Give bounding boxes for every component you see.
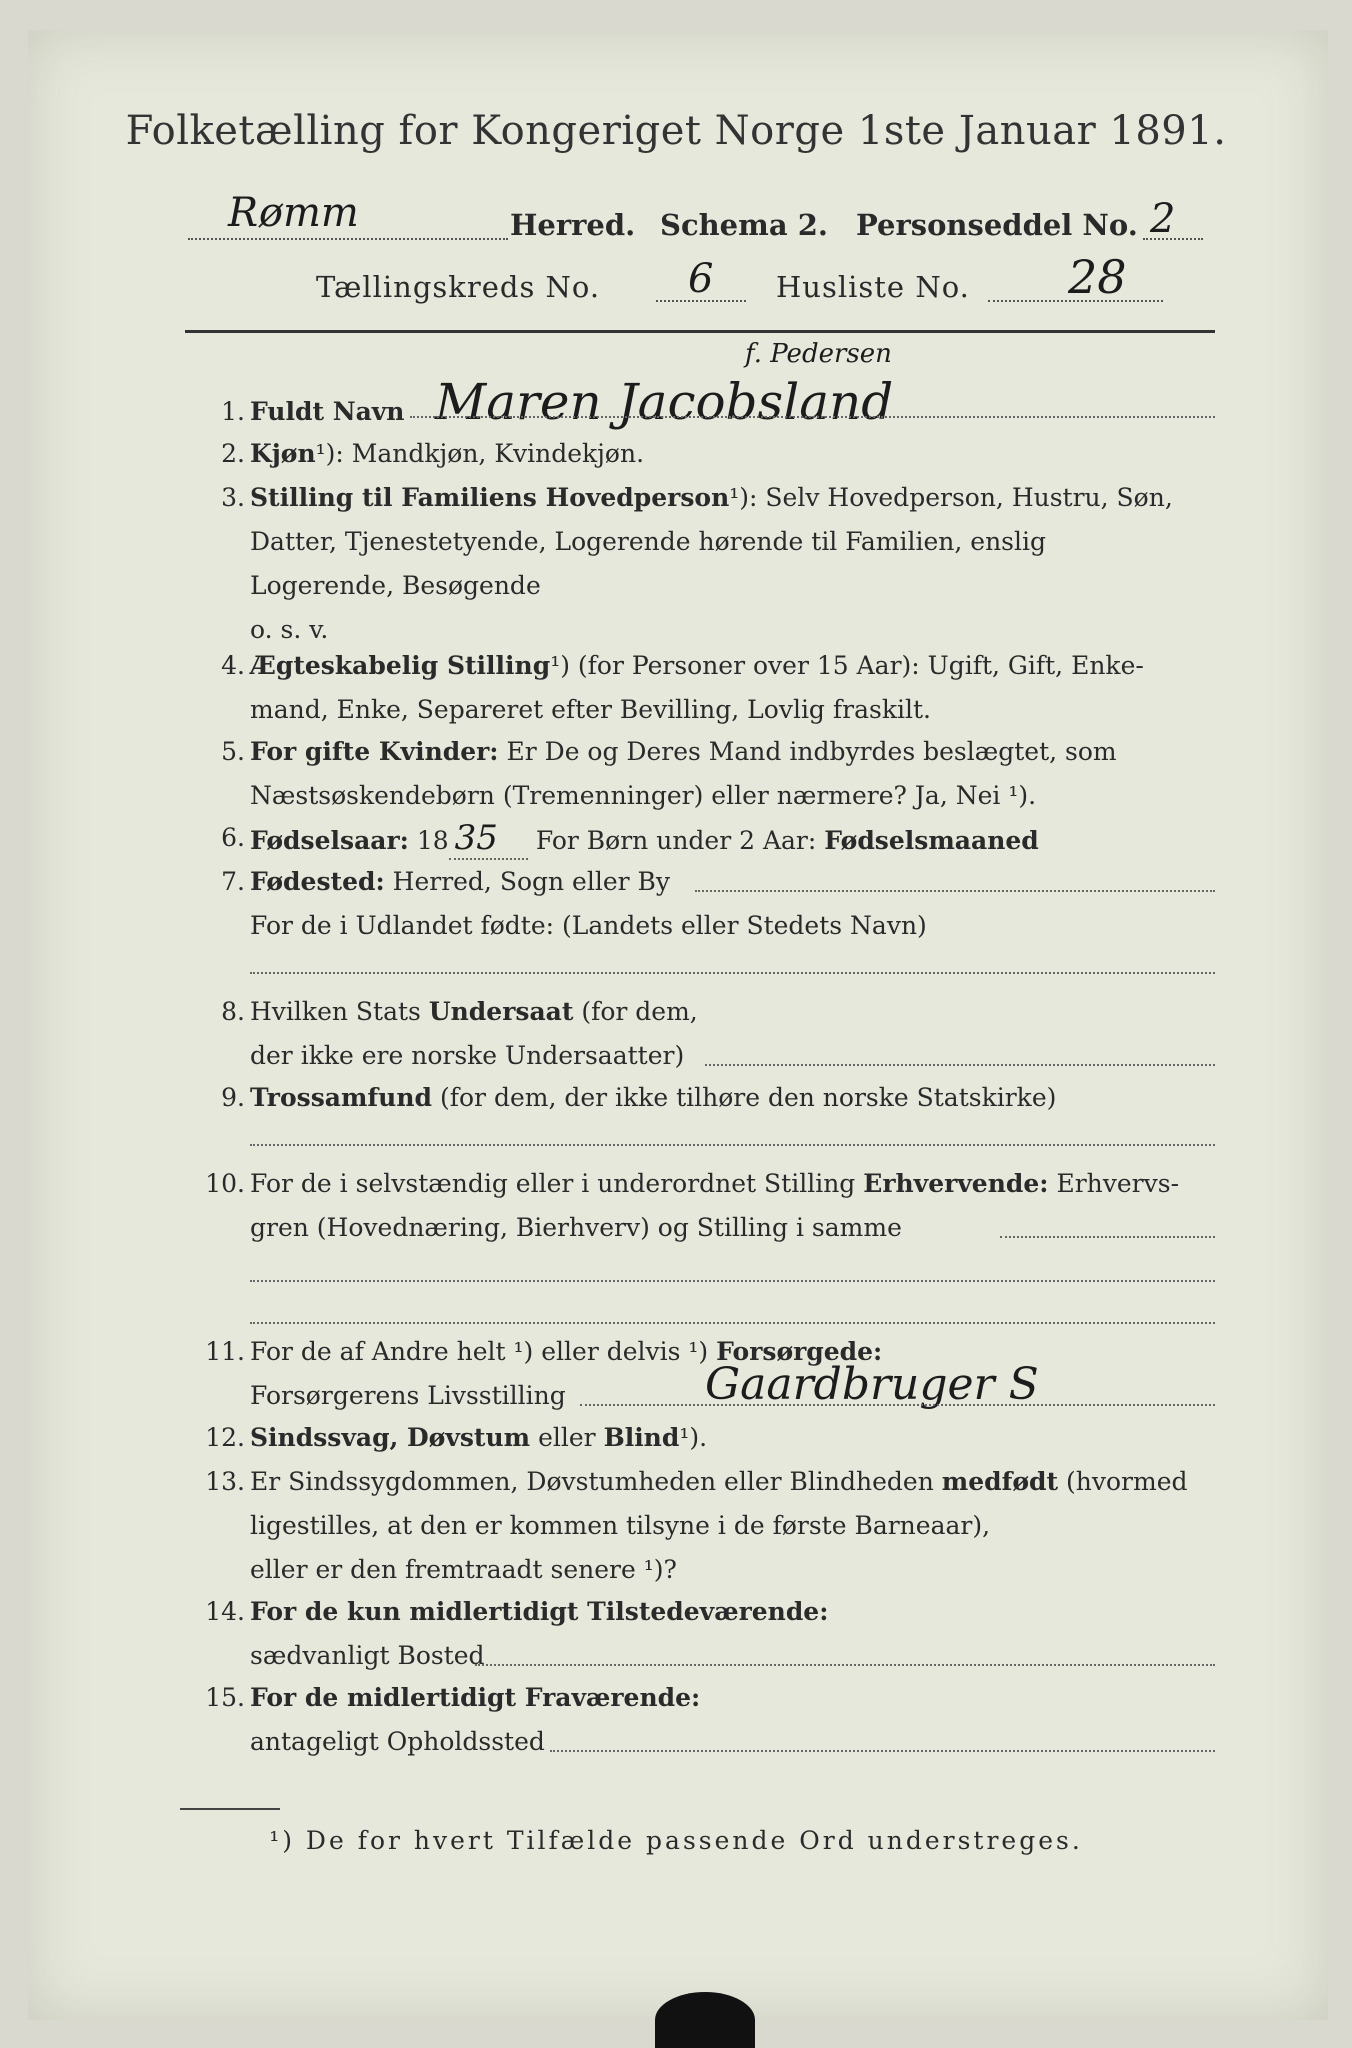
item-label: Fødselsaar: xyxy=(250,826,409,855)
item-label-b: Fødselsmaaned xyxy=(824,826,1039,855)
item-label: Sindssvag, Døvstum xyxy=(250,1423,531,1452)
handwritten-name: Maren Jacobsland xyxy=(435,373,894,431)
schema-label: Schema 2. xyxy=(660,208,828,242)
item-label: Fødested: xyxy=(250,867,385,896)
item-number: 15. xyxy=(205,1683,245,1712)
item-text: For de i selvstændig eller i underordnet Stilling xyxy=(250,1169,856,1198)
item-3 xyxy=(185,476,1215,652)
year-prefix: 18 xyxy=(416,826,449,855)
item-text-b: Erhvervs- xyxy=(1056,1169,1180,1198)
item-4 xyxy=(185,644,1215,732)
header-rule xyxy=(185,330,1215,333)
item-number: 6. xyxy=(221,823,245,852)
item-label: Kjøn xyxy=(250,439,316,468)
item-label: medfødt xyxy=(941,1467,1059,1496)
herred-line xyxy=(188,190,1218,250)
item-number: 12. xyxy=(205,1423,245,1452)
item-number: 13. xyxy=(205,1467,245,1496)
item-number: 14. xyxy=(205,1597,245,1626)
personseddel-no: 2 xyxy=(1150,196,1176,242)
item-number: 4. xyxy=(221,651,245,680)
item-text-line3: eller er den fremtraadt senere ¹)? xyxy=(250,1555,677,1584)
item-number: 5. xyxy=(221,737,245,766)
handwritten-year: 35 xyxy=(449,818,528,860)
item-5 xyxy=(185,730,1215,818)
item-text: Herred, Sogn eller By xyxy=(392,867,671,896)
item-text-line2: Forsørgerens Livsstilling xyxy=(250,1381,566,1410)
husliste-no: 28 xyxy=(1068,250,1127,304)
taellingskreds-label: Tællingskreds No. xyxy=(316,270,601,304)
page-damage xyxy=(655,1992,755,2048)
item-number: 11. xyxy=(205,1337,245,1366)
item-text-b: (for dem, xyxy=(581,997,698,1026)
item-text: For Børn under 2 Aar: xyxy=(535,826,817,855)
handwritten-occupation: Gaardbruger S xyxy=(705,1359,1039,1410)
item-15 xyxy=(185,1676,1215,1764)
item-text-line2: antageligt Opholdssted xyxy=(250,1727,545,1756)
item-number: 9. xyxy=(221,1083,245,1112)
personseddel-label: Personseddel No. xyxy=(856,208,1138,242)
item-text-line4: o. s. v. xyxy=(250,615,329,644)
item-label: Erhvervende: xyxy=(863,1169,1049,1198)
item-text: eller xyxy=(538,1423,596,1452)
husliste-label: Husliste No. xyxy=(776,270,970,304)
herred-name: Rømm xyxy=(228,190,359,236)
item-label: Ægteskabelig Stilling xyxy=(250,651,551,680)
item-number: 10. xyxy=(205,1169,245,1198)
item-number: 3. xyxy=(221,483,245,512)
item-9 xyxy=(185,1076,1215,1164)
item-label: Stilling til Familiens Hovedperson xyxy=(250,483,730,512)
item-14 xyxy=(185,1590,1215,1678)
item-8 xyxy=(185,990,1215,1078)
item-11 xyxy=(185,1330,1215,1418)
item-number: 7. xyxy=(221,867,245,896)
item-label: Trossamfund xyxy=(250,1083,433,1112)
taellingskreds-no: 6 xyxy=(688,256,714,302)
item-text: Hvilken Stats xyxy=(250,997,421,1026)
item-text-line2: der ikke ere norske Undersaatter) xyxy=(250,1041,685,1070)
item-7 xyxy=(185,860,1215,992)
item-text-line2: gren (Hovednæring, Bierhverv) og Stilling i samme xyxy=(250,1213,902,1242)
item-text: ¹) (for Personer over 15 Aar): Ugift, Gift, Enke- xyxy=(550,651,1144,680)
item-text-line2: Datter, Tjenestetyende, Logerende hørende til Familien, enslig xyxy=(250,527,1047,556)
item-label: Forsørgede: xyxy=(716,1337,883,1366)
item-text: For de af Andre helt ¹) eller delvis ¹) xyxy=(250,1337,709,1366)
item-label: For gifte Kvinder: xyxy=(250,737,499,766)
item-number: 8. xyxy=(221,997,245,1026)
item-13 xyxy=(185,1460,1215,1592)
item-number: 1. xyxy=(221,397,245,426)
item-label-b: Blind xyxy=(603,1423,680,1452)
item-10 xyxy=(185,1162,1215,1332)
item-text-line2: mand, Enke, Separeret efter Bevilling, Lovlig fraskilt. xyxy=(250,695,931,724)
item-text: (for dem, der ikke tilhøre den norske Statskirke) xyxy=(439,1083,1057,1112)
item-number: 2. xyxy=(221,439,245,468)
form-title: Folketælling for Kongeriget Norge 1ste Januar 1891. xyxy=(125,108,1227,154)
item-label: Undersaat xyxy=(428,997,574,1026)
handwritten-name-upper: f. Pedersen xyxy=(745,339,892,369)
item-label: For de midlertidigt Fraværende: xyxy=(250,1683,701,1712)
item-text: ¹): Selv Hovedperson, Hustru, Søn, xyxy=(729,483,1173,512)
item-text-b: ¹). xyxy=(679,1423,708,1452)
item-text-line2: sædvanligt Bosted xyxy=(250,1641,485,1670)
item-label: For de kun midlertidigt Tilstedeværende: xyxy=(250,1597,829,1626)
item-text-line2: ligestilles, at den er kommen tilsyne i de første Barneaar), xyxy=(250,1511,991,1540)
footnote-rule xyxy=(180,1808,280,1810)
kreds-line xyxy=(188,250,1218,312)
item-text-line2: Næstsøskendebørn (Tremenninger) eller nærmere? Ja, Nei ¹). xyxy=(250,781,1037,810)
item-text: Er De og Deres Mand indbyrdes beslægtet, som xyxy=(506,737,1117,766)
item-text-line2: For de i Udlandet fødte: (Landets eller Stedets Navn) xyxy=(250,911,927,940)
item-text: Er Sindssygdommen, Døvstumheden eller Blindheden xyxy=(250,1467,934,1496)
item-text-b: (hvormed xyxy=(1066,1467,1188,1496)
item-label: Fuldt Navn xyxy=(250,397,405,426)
item-text: ¹): Mandkjøn, Kvindekjøn. xyxy=(315,439,645,468)
footnote: ¹) De for hvert Tilfælde passende Ord understreges. xyxy=(269,1826,1083,1855)
item-text-line3: Logerende, Besøgende xyxy=(250,571,541,600)
herred-label: Herred. xyxy=(510,208,636,242)
